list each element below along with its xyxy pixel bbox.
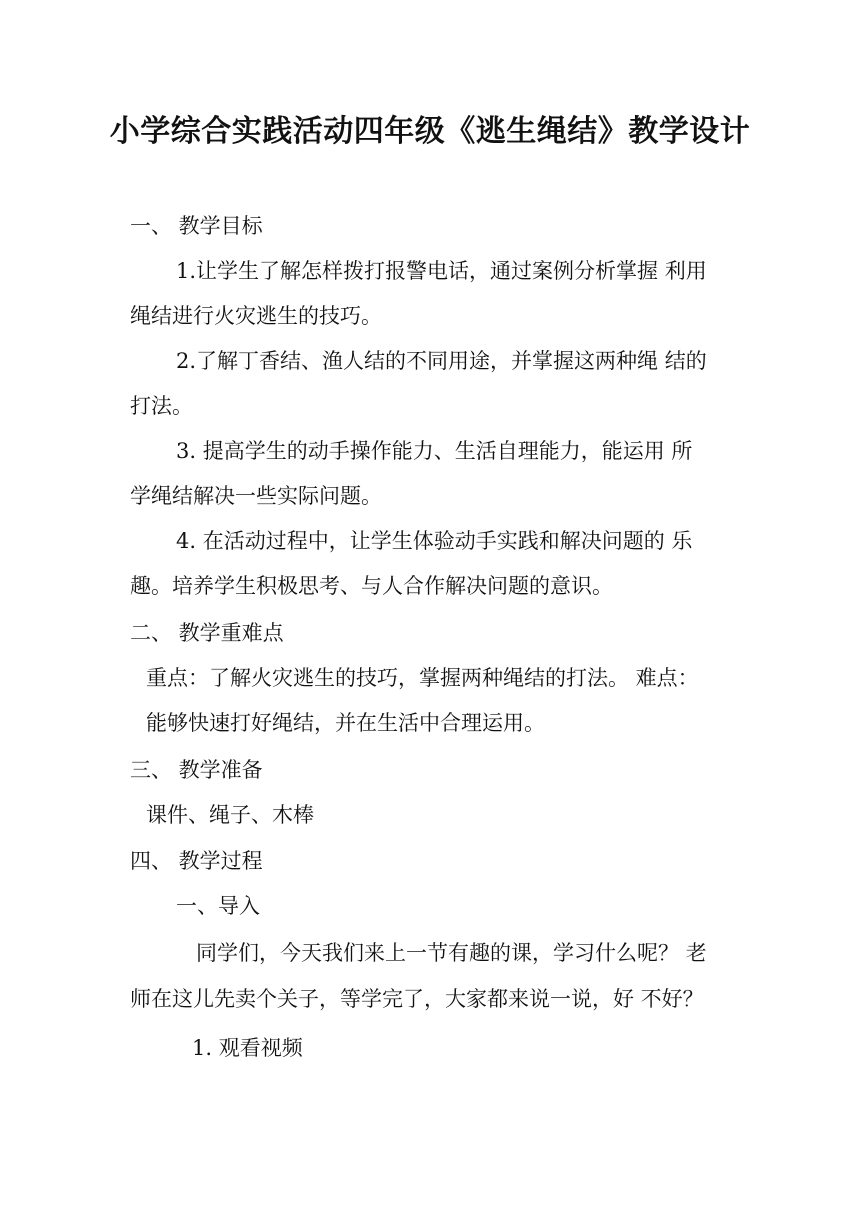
- key-points-line-1: 重点：了解火灾逃生的技巧，掌握两种绳结的打法。 难点：: [146, 666, 699, 690]
- objective-4-line-2: 趣。培养学生积极思考、与人合作解决问题的意识。: [130, 574, 613, 598]
- objective-4-line-1: 4. 在活动过程中，让学生体验动手实践和解决问题的 乐: [176, 529, 693, 553]
- objective-2-line-1: 2.了解丁香结、渔人结的不同用途，并掌握这两种绳 结的: [176, 349, 707, 373]
- section-heading-process: 四、 教学过程: [130, 849, 263, 873]
- subsection-introduction: 一、导入: [176, 894, 260, 918]
- objective-1-line-1: 1.让学生了解怎样拨打报警电话，通过案例分析掌握 利用: [176, 259, 707, 283]
- section-heading-objectives: 一、 教学目标: [130, 214, 263, 238]
- preparation-line: 课件、绳子、木棒: [146, 803, 314, 827]
- intro-paragraph-line-1: 同学们，今天我们来上一节有趣的课，学习什么呢？ 老: [196, 941, 707, 965]
- key-points-line-2: 能够快速打好绳结，并在生活中合理运用。: [146, 711, 545, 735]
- section-heading-preparation: 三、 教学准备: [130, 758, 263, 782]
- section-heading-key-points: 二、 教学重难点: [130, 621, 284, 645]
- objective-1-line-2: 绳结进行火灾逃生的技巧。: [130, 304, 382, 328]
- objective-3-line-2: 学绳结解决一些实际问题。: [130, 484, 382, 508]
- document-title: 小学综合实践活动四年级《逃生绳结》教学设计: [109, 114, 751, 149]
- intro-paragraph-line-2: 师在这儿先卖个关子，等学完了，大家都来说一说，好 不好？: [130, 987, 704, 1011]
- objective-3-line-1: 3. 提高学生的动手操作能力、生活自理能力，能运用 所: [176, 439, 693, 463]
- step-1-watch-video: 1. 观看视频: [192, 1036, 303, 1060]
- objective-2-line-2: 打法。: [130, 394, 193, 418]
